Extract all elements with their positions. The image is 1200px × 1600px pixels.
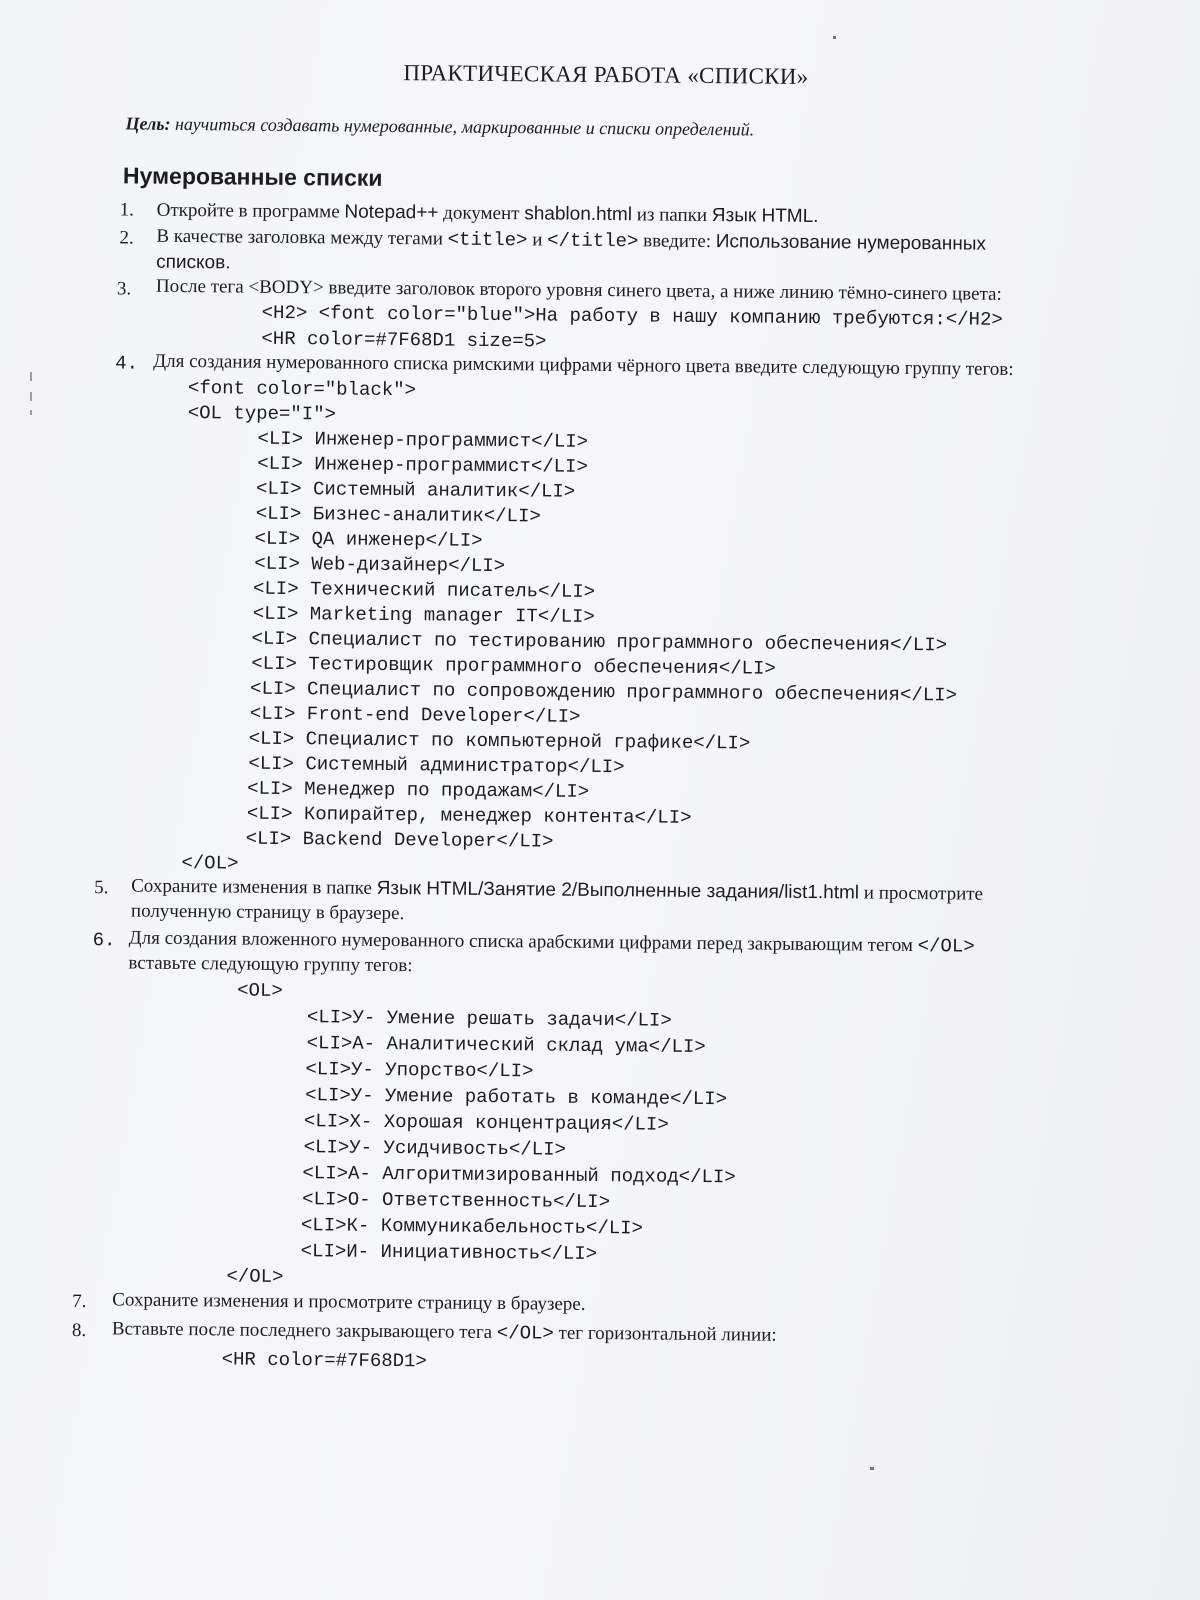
step-8-code-hr: <HR color=#7F68D1> [221, 1348, 427, 1373]
step-2-tag-open: <title> [447, 228, 528, 252]
step-2-part3: введите: [638, 230, 716, 253]
paper-speck [30, 392, 32, 401]
step-6-ol-open: <OL> [237, 979, 283, 1002]
step-4-list-item: <LI> Специалист по сопровождению программного обеспечения</LI> [249, 677, 958, 707]
goal-line [125, 113, 754, 140]
step-6-list-item: <LI>У- Умение работать в команде</LI> [305, 1084, 728, 1111]
step-6-list-item: <LI>У- Умение решать задачи</LI> [306, 1006, 672, 1032]
step-2-tag-close: </title> [547, 229, 639, 253]
step-4-list-item: <LI> Бизнес-аналитик</LI> [255, 502, 541, 528]
step-4-list-item: <LI> QA инженер</LI> [254, 527, 483, 552]
step-3-text: После тега <BODY> введите заголовок второго уровня синего цвета, а ниже линию тёмно-синего цвета: [155, 275, 1002, 305]
step-4-list-item: <LI> Технический писатель</LI> [252, 577, 596, 603]
step-1-file: shablon.html [524, 203, 633, 226]
page-title: ПРАКТИЧЕСКАЯ РАБОТА «СПИСКИ» [403, 60, 809, 89]
step-4-list-item: <LI> Менеджер по продажам</LI> [247, 777, 590, 803]
step-6-list-item: <LI>К- Коммуникабельность</LI> [300, 1214, 644, 1240]
step-4-list-item: <LI> Marketing manager IT</LI> [252, 602, 595, 628]
step-2-value: Использование нумерованных [715, 231, 987, 255]
step-4-list-item: <LI> Специалист по тестированию программного обеспечения</LI> [251, 627, 948, 657]
step-2-value-line2: списков. [156, 251, 231, 274]
step-2-part2: и [527, 229, 548, 251]
step-2-number: 2. [119, 227, 134, 249]
step-5-part2: и просмотрите [858, 882, 984, 905]
step-4-ol-open: <OL type="I"> [187, 402, 337, 426]
step-1-part3: из папки [631, 204, 712, 227]
step-6-list-item: <LI>Х- Хорошая концентрация</LI> [303, 1110, 669, 1136]
step-3-code-hr: <HR color=#7F68D1 size=5> [261, 327, 547, 353]
step-1-text [157, 200, 819, 228]
step-4-list-item: <LI> Web-дизайнер</LI> [254, 552, 506, 578]
step-4-font-open: <font color="black"> [187, 377, 417, 402]
paper-speck [30, 372, 32, 381]
step-6-list-item: <LI>А- Аналитический склад ума</LI> [306, 1032, 706, 1059]
step-4-list-item: <LI> Backend Developer</LI> [245, 827, 554, 853]
step-5-part1: Сохраните изменения в папке [131, 875, 377, 899]
step-8-part1: Вставьте после последнего закрывающего тега [111, 1318, 497, 1344]
step-6-list-item: <LI>О- Ответственность</LI> [302, 1188, 611, 1214]
step-1-app: Notepad++ [344, 201, 439, 224]
step-5-text-line2: полученную страницу в браузере. [130, 900, 405, 925]
step-1-folder: Язык HTML. [711, 205, 819, 228]
step-6-list-item: <LI>А- Алгоритмизированный подход</LI> [302, 1162, 736, 1189]
step-8-number: 8. [71, 1319, 87, 1342]
step-1-part1: Откройте в программе [156, 199, 345, 223]
step-6-list-item: <LI>У- Упорство</LI> [305, 1058, 534, 1083]
step-6-text-line2: вставьте следующую группу тегов: [128, 952, 413, 977]
step-2-part1: В качестве заголовка между тегами [156, 225, 448, 250]
step-6-number: 6. [92, 929, 116, 952]
step-4-ol-close: </OL> [181, 851, 239, 875]
paper-speck [870, 1467, 874, 1470]
paper-speck [833, 36, 836, 39]
goal-label: Цель: [125, 113, 171, 134]
step-1-part2: документ [438, 202, 525, 225]
step-7-number: 7. [72, 1290, 87, 1313]
step-4-list-item: <LI> Тестировщик программного обеспечения</LI> [251, 652, 776, 680]
step-5-path: Язык HTML/Занятие 2/Выполненные задания/list1.html [376, 877, 860, 904]
step-5-number: 5. [94, 877, 109, 899]
step-4-list-item: <LI> Системный администратор</LI> [248, 752, 625, 779]
step-1-number: 1. [119, 199, 135, 221]
step-7-text: Сохраните изменения и просмотрите страницу в браузере. [112, 1289, 586, 1315]
step-3-number: 3. [116, 278, 132, 300]
step-3-code-h2: <H2> <font color="blue">На работу в нашу компанию требуются:</H2> [261, 301, 1003, 331]
step-4-list-item: <LI> Инженер-программист</LI> [257, 452, 588, 478]
paper-speck [30, 410, 32, 415]
step-8-part2: тег горизонтальной линии: [553, 1322, 777, 1346]
step-6-ol-close: </OL> [226, 1265, 284, 1288]
step-4-list-item: <LI> Front-end Developer</LI> [249, 702, 581, 728]
step-4-number: 4. [115, 352, 139, 375]
step-2-text [156, 226, 986, 256]
step-4-text: Для создания нумерованного списка римскими цифрами чёрного цвета введите следующую группу тегов: [153, 350, 1014, 380]
step-4-list-item: <LI> Инженер-программист</LI> [257, 427, 589, 453]
step-6-list-item: <LI>У- Усидчивость</LI> [303, 1136, 567, 1161]
step-6-tag: </OL> [917, 935, 975, 958]
section-title: Нумерованные списки [122, 162, 383, 191]
step-4-list-item: <LI> Системный аналитик</LI> [255, 477, 576, 503]
step-4-list-item: <LI> Специалист по компьютерной графике</LI> [248, 727, 751, 755]
step-4-list-item: <LI> Копирайтер, менеджер контента</LI> [246, 802, 692, 829]
step-8-text [112, 1318, 777, 1346]
step-8-tag: </OL> [496, 1322, 554, 1345]
step-6-part1: Для создания вложенного нумерованного списка арабскими цифрами перед закрывающим тегом [128, 927, 918, 957]
goal-text: научиться создавать нумерованные, маркированные и списки определений. [170, 113, 755, 140]
step-6-list-item: <LI>И- Инициативность</LI> [300, 1240, 598, 1265]
